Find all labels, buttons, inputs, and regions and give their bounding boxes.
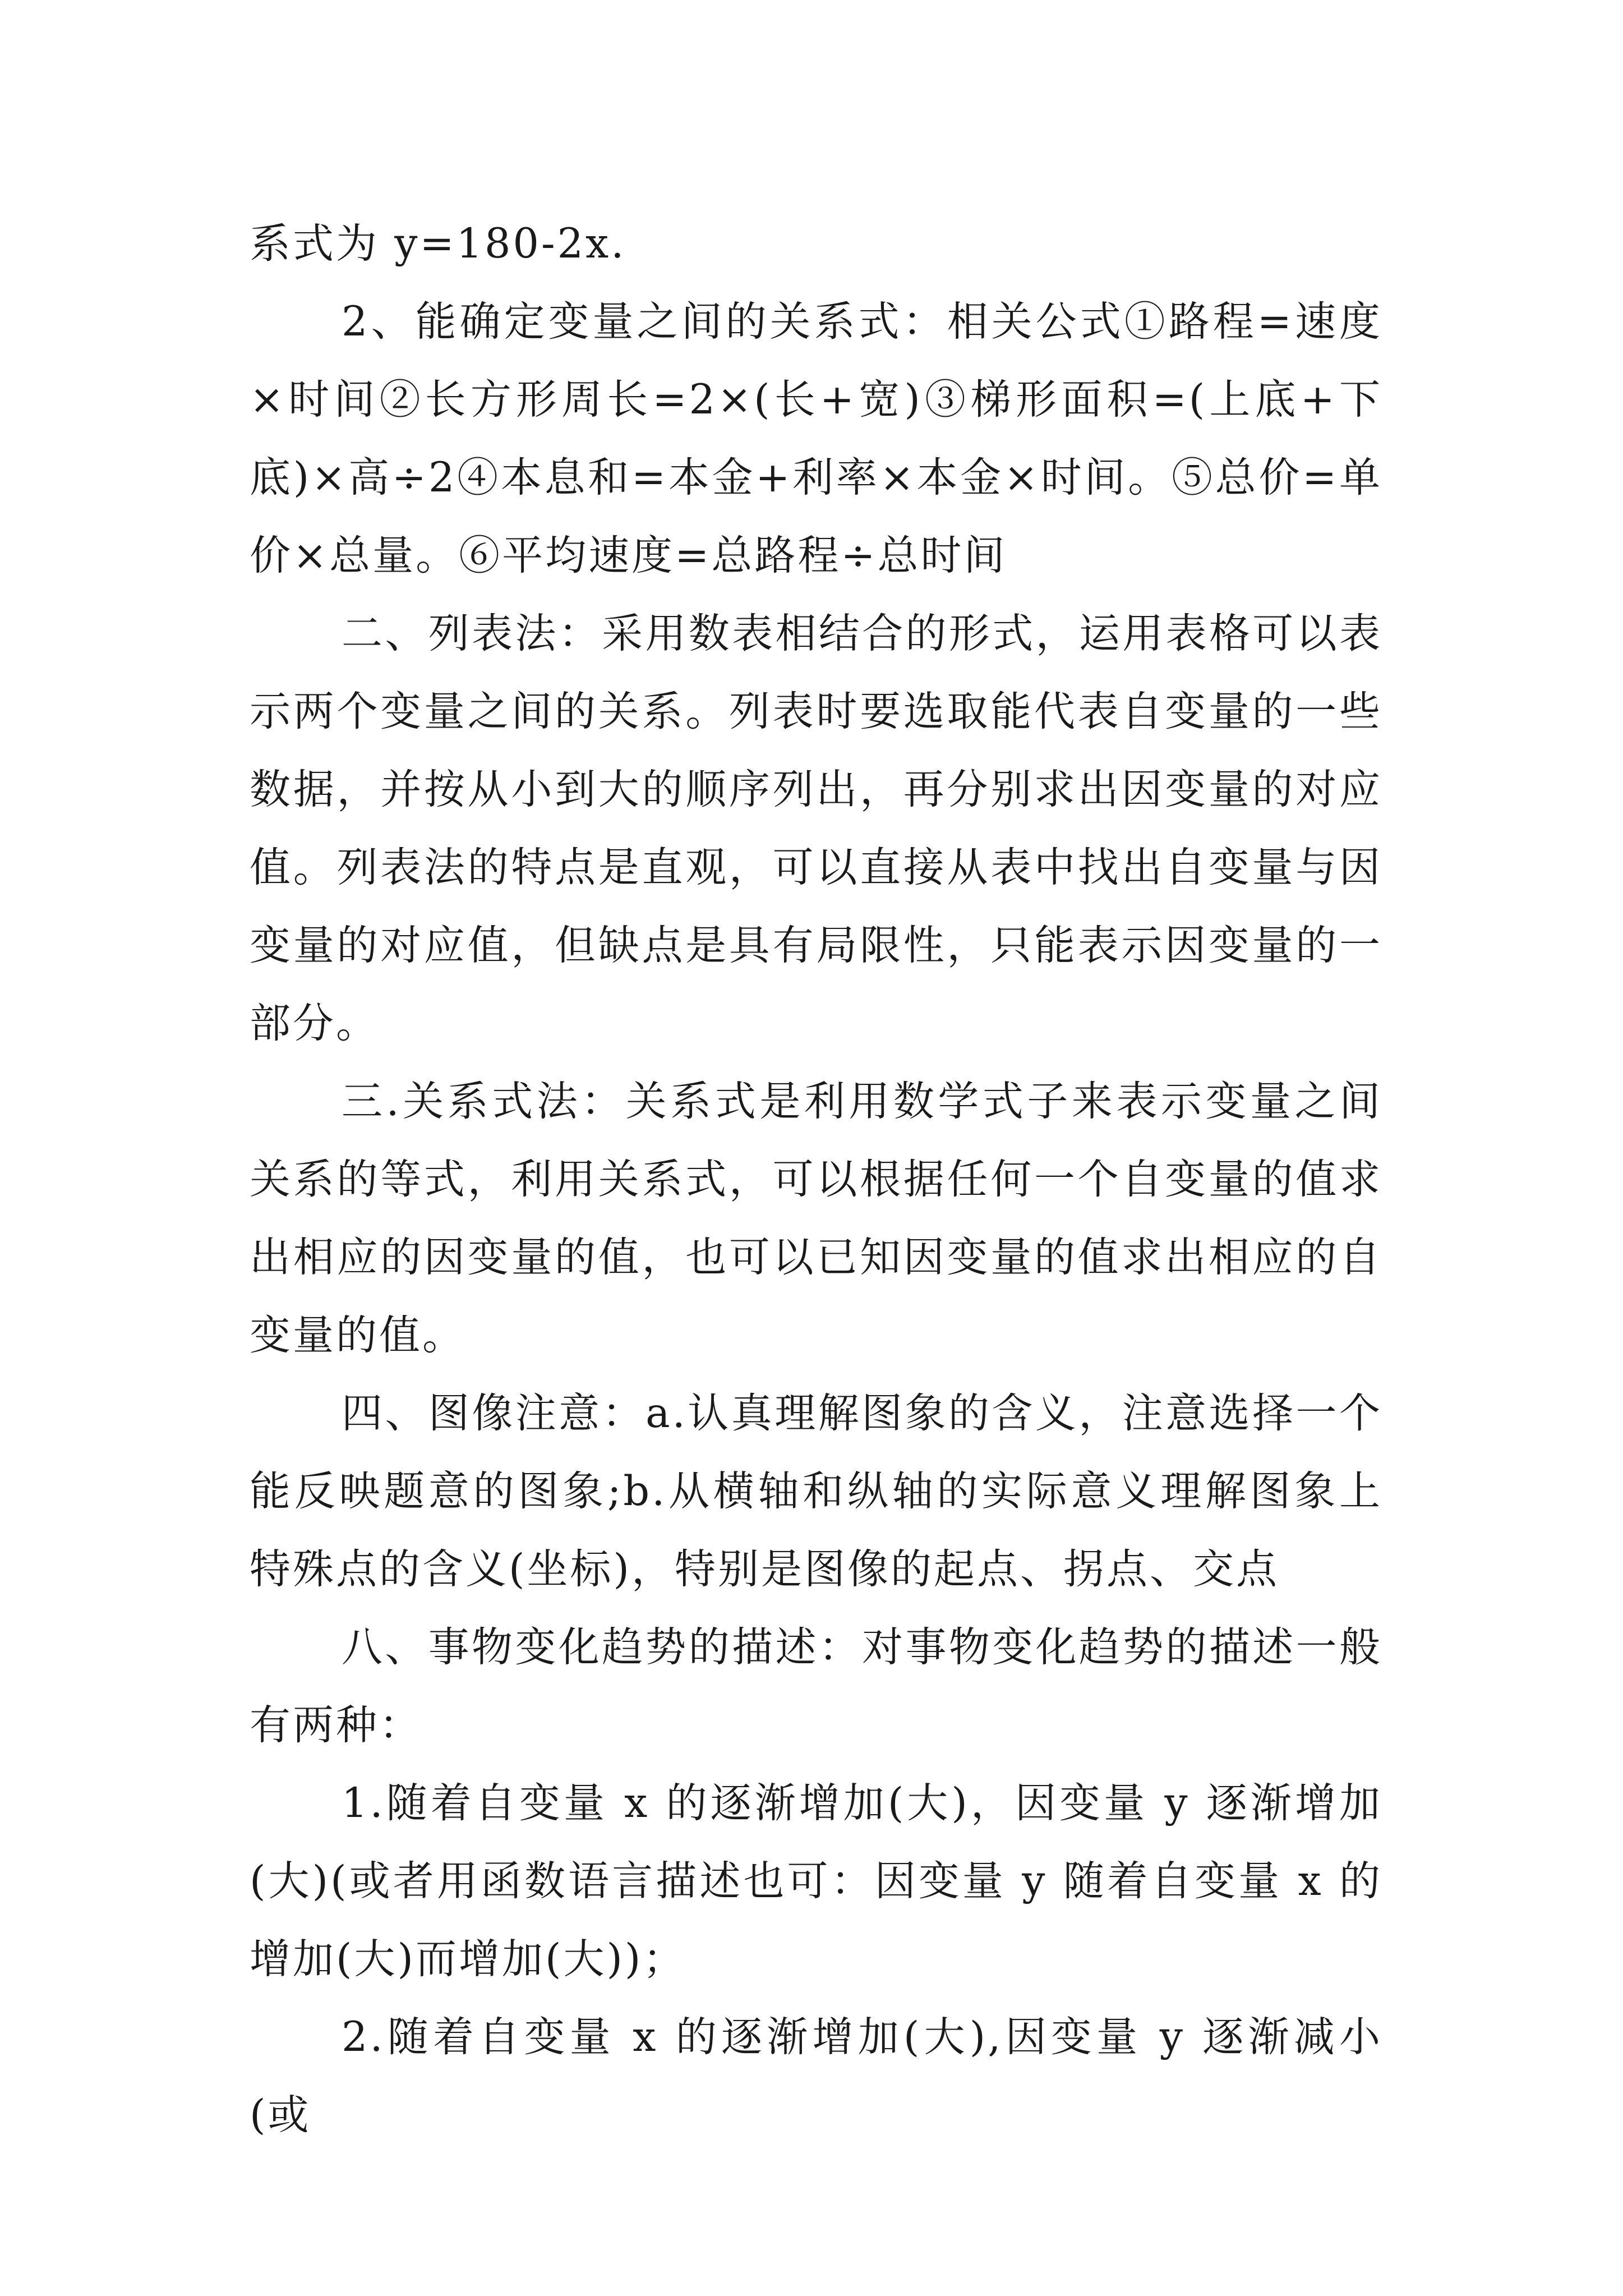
paragraph-graph-notes: 四、图像注意：a.认真理解图象的含义，注意选择一个能反映题意的图象;b.从横轴和纵轴的实际意义理解图象上特殊点的含义(坐标)，特别是图像的起点、拐点、交点 <box>250 1389 1382 1593</box>
paragraph-trend-description: 八、事物变化趋势的描述：对事物变化趋势的描述一般有两种： <box>250 1623 1382 1749</box>
paragraph-formula-tail: 系式为 y=180-2x. <box>250 220 626 268</box>
paragraph-formula-method: 三.关系式法：关系式是利用数学式子来表示变量之间关系的等式，利用关系式，可以根据任何一个自变量的值求出相应的因变量的值，也可以已知因变量的值求出相应的自变量的值。 <box>250 1078 1382 1359</box>
paragraph-trend-decrease: 2.随着自变量 x 的逐渐增加(大),因变量 y 逐渐减小(或 <box>250 2013 1382 2139</box>
paragraph-relation-formulas: 2、能确定变量之间的关系式：相关公式①路程=速度×时间②长方形周长=2×(长+宽)③梯形面积=(上底+下底)×高÷2④本息和=本金+利率×本金×时间。⑤总价=单价×总量。⑥平均速度=总路程÷总时间 <box>250 298 1382 579</box>
paragraph-table-method: 二、列表法：采用数表相结合的形式，运用表格可以表示两个变量之间的关系。列表时要选取能代表自变量的一些数据，并按从小到大的顺序列出，再分别求出因变量的对应值。列表法的特点是直观，可以直接从表中找出自变量与因变量的对应值，但缺点是具有局限性，只能表示因变量的一部分。 <box>250 610 1382 1047</box>
document-body <box>250 205 1382 2154</box>
paragraph-trend-increase: 1.随着自变量 x 的逐渐增加(大)，因变量 y 逐渐增加(大)(或者用函数语言描述也可：因变量 y 随着自变量 x 的增加(大)而增加(大))； <box>250 1779 1382 1983</box>
